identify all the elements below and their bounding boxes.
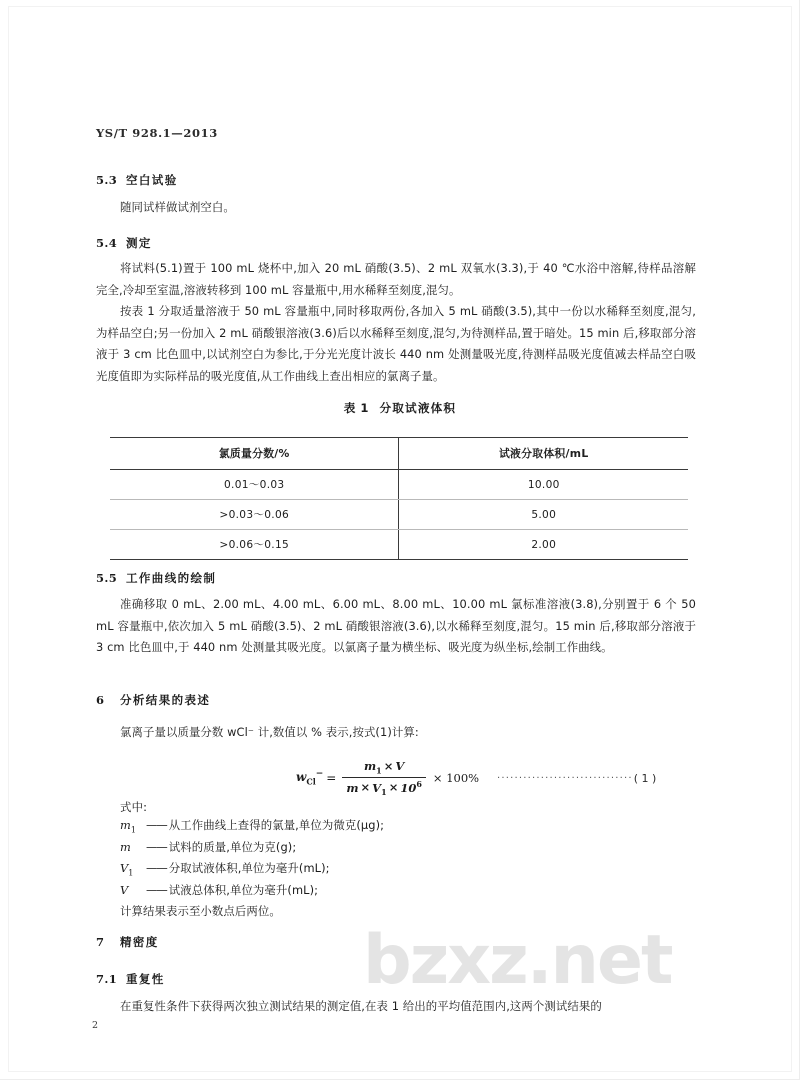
table-caption-label: 表 1	[343, 401, 369, 415]
definition-dash: ——	[146, 882, 167, 897]
heading-7	[96, 934, 159, 950]
denominator-exponent: 6	[416, 778, 422, 789]
formula-equals: =	[326, 771, 337, 785]
formula-expression	[296, 757, 479, 799]
definition-text: 试料的质量,单位为克(g);	[168, 839, 297, 854]
equation-number-group	[497, 757, 656, 799]
paragraph-5-3: 随同试样做试剂空白。	[120, 200, 235, 214]
heading-5-4-number: 5.4	[96, 236, 118, 250]
heading-7-1	[96, 971, 165, 987]
heading-5-5-title: 工作曲线的绘制	[126, 571, 217, 585]
definition-dash: ——	[146, 818, 167, 832]
table-body	[110, 470, 688, 560]
table-header-cell-1: 试液分取体积/mL	[399, 438, 688, 470]
formula-lhs-sub: Cl	[306, 776, 316, 787]
numerator-m: m	[363, 759, 377, 774]
denominator-times-1: ×	[360, 780, 371, 795]
table-cell-mass-fraction: >0.06～0.15	[219, 539, 290, 551]
denominator-base: 10	[400, 780, 417, 795]
heading-6-number: 6	[96, 693, 105, 707]
numerator-times: ×	[383, 759, 394, 774]
heading-5-3-title: 空白试验	[126, 173, 178, 187]
numerator-v: V	[395, 759, 405, 774]
table-head	[110, 438, 688, 470]
heading-5-4-title: 测定	[126, 236, 152, 250]
table-row	[110, 500, 688, 530]
denominator-v-sub: 1	[381, 786, 387, 797]
table-caption	[0, 400, 800, 416]
denominator-m: m	[346, 780, 359, 795]
heading-5-5-number: 5.5	[96, 571, 118, 585]
table-row	[110, 530, 688, 560]
table-row	[110, 470, 688, 500]
definition-row	[120, 860, 680, 882]
definition-text: 从工作曲线上查得的氯量,单位为微克(μg);	[168, 818, 385, 832]
paragraph-7-1: 在重复性条件下获得两次独立测试结果的测定值,在表 1 给出的平均值范围内,这两个测试结果的	[120, 999, 602, 1013]
equation-leader-dots: ·······························	[497, 772, 633, 784]
formula-fraction	[342, 759, 426, 796]
table-cell-mass-fraction: 0.01～0.03	[110, 470, 399, 500]
definitions-note: 计算结果表示至小数点后两位。	[120, 904, 281, 918]
table-cell-mass-fraction: >0.03～0.06	[110, 500, 399, 530]
formula-block	[0, 757, 800, 799]
watermark: bzxz.net	[363, 921, 672, 1000]
formula-denominator	[342, 777, 426, 797]
denominator-times-2: ×	[388, 780, 399, 795]
formula-lhs-superscript: −	[315, 769, 324, 780]
definition-row	[120, 817, 680, 839]
table-header-cell-0: 氯质量分数/%	[110, 438, 399, 470]
denominator-v: V	[372, 780, 382, 795]
definition-symbol: V	[120, 882, 129, 897]
heading-5-3-number: 5.3	[96, 173, 118, 187]
standard-header: YS/T 928.1—2013	[96, 126, 218, 140]
heading-7-title: 精密度	[120, 935, 159, 949]
definition-symbol: $V_1$	[120, 861, 134, 878]
heading-5-5	[96, 570, 216, 586]
table-cell-volume: 5.00	[399, 500, 688, 530]
definition-dash: ——	[146, 861, 167, 875]
symbol-definitions	[120, 817, 680, 903]
table-caption-title: 分取试液体积	[379, 401, 457, 415]
heading-7-number: 7	[96, 935, 105, 949]
heading-5-4	[96, 235, 152, 251]
equation-number: ( 1 )	[633, 771, 657, 785]
heading-7-1-title: 重复性	[126, 972, 165, 986]
formula-numerator	[360, 759, 408, 776]
definition-symbol: $m_1$	[120, 818, 136, 835]
heading-5-3	[96, 172, 178, 188]
where-label: 式中:	[120, 800, 148, 814]
table-header-row	[110, 438, 688, 470]
definition-text: 分取试液体积,单位为毫升(mL);	[168, 861, 330, 875]
formula-tail: × 100%	[432, 771, 480, 785]
definition-row	[120, 882, 680, 904]
numerator-m-sub: 1	[376, 765, 382, 776]
formula-lhs: $w_{Cl}^-$	[296, 769, 324, 787]
definition-row	[120, 839, 680, 861]
definition-symbol: m	[120, 839, 131, 854]
paragraph-5-4-2: 按表 1 分取适量溶液于 50 mL 容量瓶中,同时移取两份,各加入 5 mL 硝酸(3.5),其中一份以水稀释至刻度,混匀,为样品空白;另一份加入 2 mL 硝酸银溶液(3.6)后以水稀释至刻度,混匀,为待测样品,置于暗处。15 min 后,移取部分溶液于 3 cm 比色皿中,以试剂空白为参比,于分光光度计波长 440 nm 处测量吸光度,待测样品吸光度值减去样品空白吸光度值即为实际样品的吸光度值,从工作曲线上查出相应的氯离子量。	[96, 304, 696, 383]
heading-7-1-number: 7.1	[96, 972, 118, 986]
definition-text: 试液总体积,单位为毫升(mL);	[168, 882, 319, 897]
paragraph-5-4-1: 将试料(5.1)置于 100 mL 烧杯中,加入 20 mL 硝酸(3.5)、2 mL 双氧水(3.3),于 40 ℃水浴中溶解,待样品溶解完全,冷却至室温,溶液转移到 100 mL 容量瓶中,用水稀释至刻度,混匀。	[96, 261, 696, 297]
table-cell-volume: 10.00	[399, 470, 688, 500]
table-cell-volume: 2.00	[399, 530, 688, 560]
heading-6	[96, 692, 210, 708]
page-number: 2	[92, 1020, 99, 1031]
paragraph-5-5: 准确移取 0 mL、2.00 mL、4.00 mL、6.00 mL、8.00 mL、10.00 mL 氯标准溶液(3.8),分别置于 6 个 50 mL 容量瓶中,依次加入 5 mL 硝酸(3.5)、2 mL 硝酸银溶液(3.6),以水稀释至刻度,混匀。15 min 后,移取部分溶液于 3 cm 比色皿中,于 440 nm 处测量其吸光度。以氯离子量为横坐标、吸光度为纵坐标,绘制工作曲线。	[96, 597, 696, 655]
paragraph-6: 氯离子量以质量分数 wCl⁻ 计,数值以 % 表示,按式(1)计算:	[120, 725, 419, 739]
heading-6-title: 分析结果的表述	[120, 693, 211, 707]
volume-table	[110, 437, 688, 560]
definition-dash: ——	[146, 839, 167, 854]
